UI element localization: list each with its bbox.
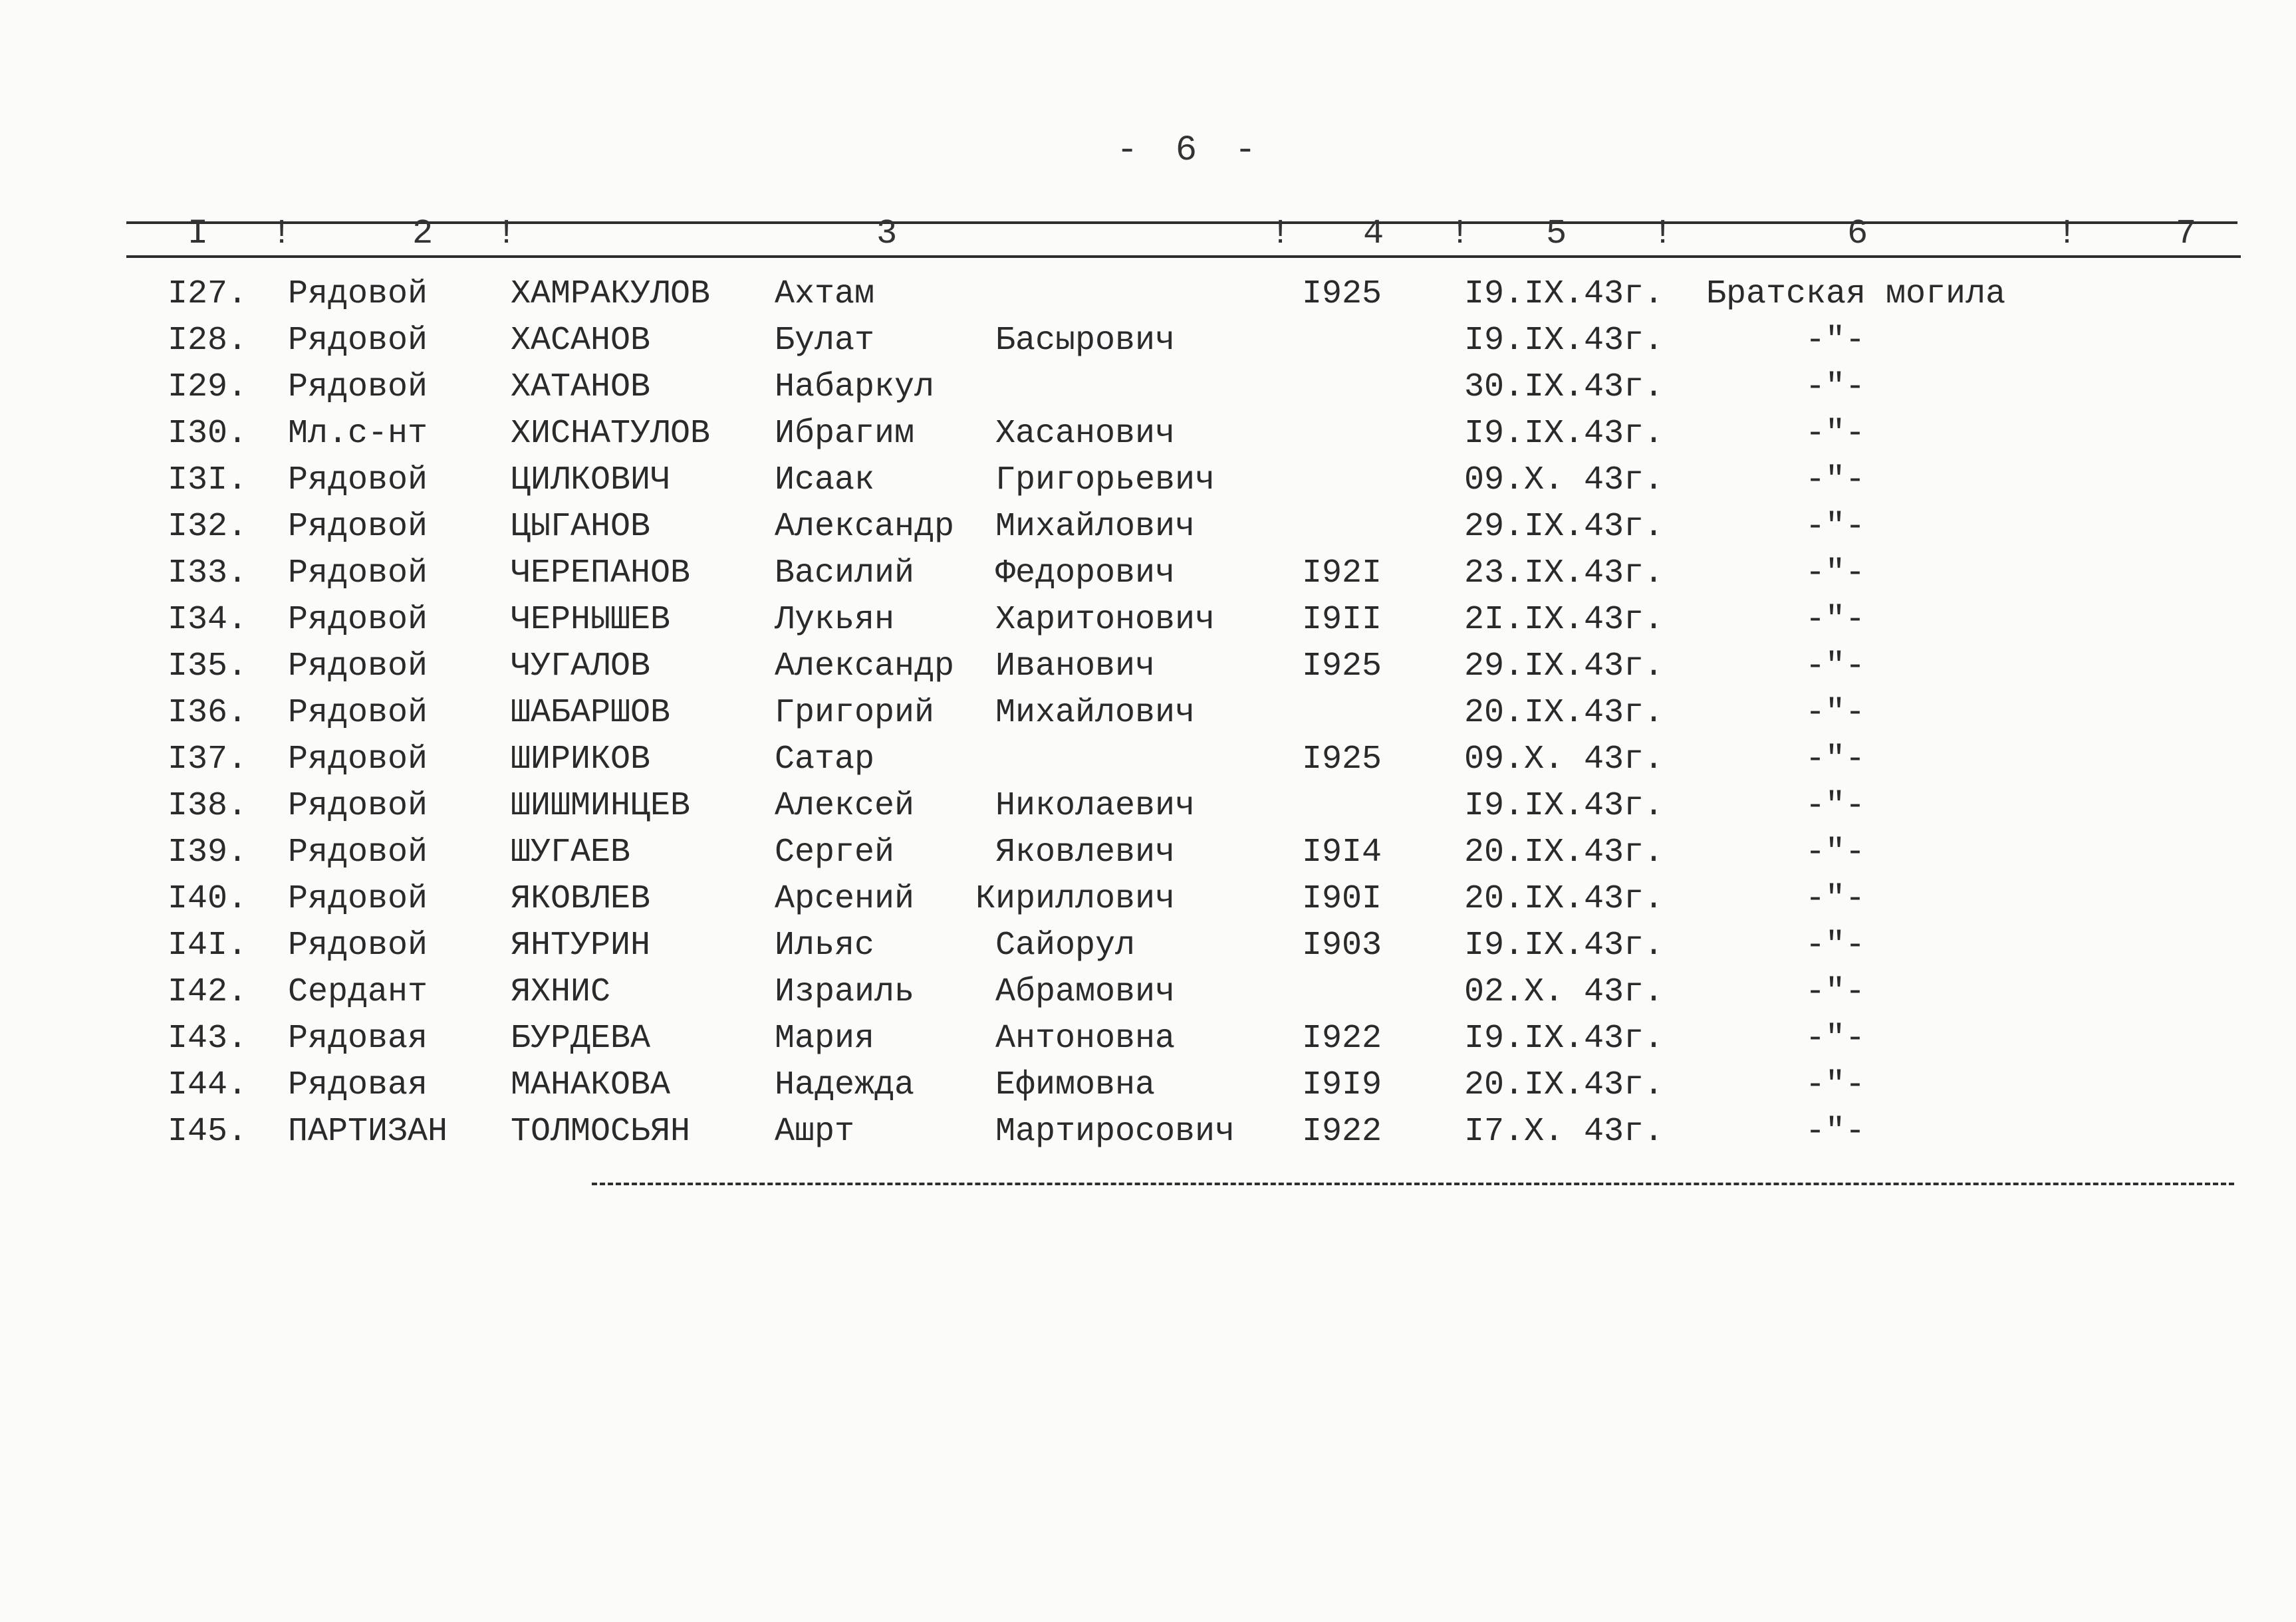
table-row	[0, 973, 2296, 1020]
table-row	[0, 927, 2296, 973]
row-surname: ШАБАРШОВ	[511, 694, 671, 732]
row-number: I34.	[168, 601, 248, 639]
row-death-date: 2I.IX.43г.	[1464, 601, 1664, 639]
table-row	[0, 787, 2296, 834]
row-name: Надежда	[775, 1066, 915, 1104]
row-number: I36.	[168, 694, 248, 732]
row-name: Набаркул	[775, 368, 935, 406]
row-rank: ПАРТИЗАН	[288, 1113, 448, 1151]
table-row	[0, 1020, 2296, 1066]
row-number: I40.	[168, 880, 248, 918]
row-surname: ЯХНИС	[511, 973, 611, 1011]
row-patronymic: Сайорул	[995, 927, 1136, 965]
row-surname: ЯНТУРИН	[511, 927, 651, 965]
row-death-date: 29.IX.43г.	[1464, 508, 1664, 546]
row-name: Сатар	[775, 741, 875, 778]
row-patronymic: Михайлович	[995, 508, 1196, 546]
row-birth-year: I92I	[1302, 554, 1382, 592]
header-separator: !	[271, 214, 293, 253]
row-rank: Рядовой	[288, 508, 428, 546]
header-col-1: I	[188, 214, 209, 253]
row-rank: Рядовой	[288, 368, 428, 406]
row-surname: ХАМРАКУЛОВ	[511, 275, 711, 313]
row-surname: ЦИЛКОВИЧ	[511, 461, 671, 499]
row-name: Мария	[775, 1020, 875, 1058]
row-burial: -"-	[1805, 415, 1866, 453]
row-rank: Рядовой	[288, 601, 428, 639]
row-number: I32.	[168, 508, 248, 546]
row-burial: -"-	[1805, 461, 1866, 499]
row-name: Израиль	[775, 973, 915, 1011]
row-name: Василий	[775, 554, 915, 592]
table-row	[0, 601, 2296, 647]
table-end-rule	[592, 1183, 2234, 1185]
table-header	[0, 214, 2296, 254]
row-death-date: 09.X. 43г.	[1464, 461, 1664, 499]
table-row	[0, 461, 2296, 508]
row-patronymic: Мартиросович	[995, 1113, 1235, 1151]
row-death-date: I9.IX.43г.	[1464, 787, 1664, 825]
row-surname: ЧУГАЛОВ	[511, 647, 651, 685]
row-surname: ШИШМИНЦЕВ	[511, 787, 691, 825]
row-birth-year: I925	[1302, 741, 1382, 778]
row-number: I43.	[168, 1020, 248, 1058]
row-name: Ахтам	[775, 275, 875, 313]
header-separator: !	[1652, 214, 1674, 253]
row-name: Лукьян	[775, 601, 895, 639]
row-rank: Рядовой	[288, 741, 428, 778]
row-birth-year: I922	[1302, 1113, 1382, 1151]
row-patronymic: Антоновна	[995, 1020, 1176, 1058]
row-rank: Рядовой	[288, 322, 428, 360]
row-burial: -"-	[1805, 880, 1866, 918]
row-birth-year: I903	[1302, 927, 1382, 965]
header-col-4: 4	[1363, 214, 1384, 253]
row-patronymic: Иванович	[995, 647, 1156, 685]
header-col-6: 6	[1847, 214, 1868, 253]
table-row	[0, 415, 2296, 461]
row-surname: ЧЕРНЫШЕВ	[511, 601, 671, 639]
row-patronymic: Харитонович	[995, 601, 1215, 639]
row-burial: -"-	[1805, 508, 1866, 546]
header-col-2: 2	[412, 214, 434, 253]
row-burial: -"-	[1805, 368, 1866, 406]
row-patronymic: Николаевич	[995, 787, 1196, 825]
row-name: Сергей	[775, 834, 895, 871]
row-number: I45.	[168, 1113, 248, 1151]
row-rank: Рядовой	[288, 880, 428, 918]
row-rank: Рядовой	[288, 927, 428, 965]
row-birth-year: I925	[1302, 275, 1382, 313]
row-name: Арсений	[775, 880, 915, 918]
row-death-date: 29.IX.43г.	[1464, 647, 1664, 685]
row-death-date: 20.IX.43г.	[1464, 1066, 1664, 1104]
row-patronymic: Абрамович	[995, 973, 1176, 1011]
row-rank: Сердант	[288, 973, 428, 1011]
row-burial: -"-	[1805, 927, 1866, 965]
row-burial: -"-	[1805, 554, 1866, 592]
row-burial: -"-	[1805, 601, 1866, 639]
table-row	[0, 694, 2296, 741]
row-patronymic: Басырович	[995, 322, 1176, 360]
row-name: Григорий	[775, 694, 935, 732]
row-number: I44.	[168, 1066, 248, 1104]
page-number: - 6 -	[1116, 130, 1265, 171]
row-surname: ХАСАНОВ	[511, 322, 651, 360]
row-burial: -"-	[1805, 1113, 1866, 1151]
row-rank: Рядовой	[288, 461, 428, 499]
table-row	[0, 647, 2296, 694]
row-number: I27.	[168, 275, 248, 313]
header-separator: !	[496, 214, 517, 253]
row-number: I28.	[168, 322, 248, 360]
row-surname: ЯКОВЛЕВ	[511, 880, 651, 918]
row-burial: Братская могила	[1706, 275, 2006, 313]
row-rank: Рядовой	[288, 834, 428, 871]
row-rank: Рядовая	[288, 1066, 428, 1104]
row-birth-year: I9II	[1302, 601, 1382, 639]
table-header-bottom-rule	[126, 255, 2241, 258]
table-row	[0, 322, 2296, 368]
row-number: I4I.	[168, 927, 248, 965]
header-separator: !	[1270, 214, 1291, 253]
row-patronymic: Ефимовна	[995, 1066, 1156, 1104]
row-death-date: 20.IX.43г.	[1464, 694, 1664, 732]
row-name: Ашрт	[775, 1113, 855, 1151]
row-rank: Рядовой	[288, 275, 428, 313]
row-rank: Рядовой	[288, 554, 428, 592]
row-rank: Рядовой	[288, 787, 428, 825]
row-burial: -"-	[1805, 694, 1866, 732]
row-number: I39.	[168, 834, 248, 871]
row-rank: Мл.с-нт	[288, 415, 428, 453]
row-death-date: 20.IX.43г.	[1464, 880, 1664, 918]
row-burial: -"-	[1805, 834, 1866, 871]
row-number: I42.	[168, 973, 248, 1011]
row-burial: -"-	[1805, 741, 1866, 778]
row-surname: БУРДЕВА	[511, 1020, 651, 1058]
row-number: I38.	[168, 787, 248, 825]
header-col-5: 5	[1546, 214, 1567, 253]
row-burial: -"-	[1805, 973, 1866, 1011]
row-number: I33.	[168, 554, 248, 592]
row-death-date: I9.IX.43г.	[1464, 275, 1664, 313]
row-death-date: 20.IX.43г.	[1464, 834, 1664, 871]
row-name: Ибрагим	[775, 415, 915, 453]
row-surname: ЧЕРЕПАНОВ	[511, 554, 691, 592]
row-death-date: 30.IX.43г.	[1464, 368, 1664, 406]
row-burial: -"-	[1805, 1020, 1866, 1058]
table-row	[0, 880, 2296, 927]
table-row	[0, 1066, 2296, 1113]
row-surname: ХАТАНОВ	[511, 368, 651, 406]
row-patronymic: Федорович	[995, 554, 1176, 592]
row-rank: Рядовая	[288, 1020, 428, 1058]
header-col-7: 7	[2176, 214, 2197, 253]
row-number: I3I.	[168, 461, 248, 499]
row-burial: -"-	[1805, 787, 1866, 825]
table-row	[0, 368, 2296, 415]
table-row	[0, 834, 2296, 880]
row-name: Алексей	[775, 787, 915, 825]
row-patronymic: Григорьевич	[995, 461, 1215, 499]
row-number: I29.	[168, 368, 248, 406]
table-row	[0, 508, 2296, 554]
row-burial: -"-	[1805, 647, 1866, 685]
row-patronymic: Яковлевич	[995, 834, 1176, 871]
table-row	[0, 1113, 2296, 1159]
row-surname: ТОЛМОСЬЯН	[511, 1113, 691, 1151]
row-death-date: 23.IX.43г.	[1464, 554, 1664, 592]
row-birth-year: I90I	[1302, 880, 1382, 918]
row-patronymic: Михайлович	[995, 694, 1196, 732]
row-number: I30.	[168, 415, 248, 453]
table-row	[0, 741, 2296, 787]
row-number: I37.	[168, 741, 248, 778]
row-birth-year: I925	[1302, 647, 1382, 685]
row-rank: Рядовой	[288, 694, 428, 732]
header-separator: !	[2057, 214, 2078, 253]
row-number: I35.	[168, 647, 248, 685]
row-surname: ШУГАЕВ	[511, 834, 631, 871]
row-death-date: I9.IX.43г.	[1464, 927, 1664, 965]
row-name: Исаак	[775, 461, 875, 499]
row-surname: ЦЫГАНОВ	[511, 508, 651, 546]
row-birth-year: I922	[1302, 1020, 1382, 1058]
row-patronymic: Хасанович	[995, 415, 1176, 453]
table-row	[0, 275, 2296, 322]
header-separator: !	[1450, 214, 1471, 253]
row-patronymic: Кириллович	[975, 880, 1176, 918]
row-rank: Рядовой	[288, 647, 428, 685]
table-row	[0, 554, 2296, 601]
row-death-date: 02.X. 43г.	[1464, 973, 1664, 1011]
row-name: Александр	[775, 647, 955, 685]
row-death-date: I9.IX.43г.	[1464, 415, 1664, 453]
header-col-3: 3	[876, 214, 898, 253]
row-birth-year: I9I4	[1302, 834, 1382, 871]
row-death-date: 09.X. 43г.	[1464, 741, 1664, 778]
row-birth-year: I9I9	[1302, 1066, 1382, 1104]
row-burial: -"-	[1805, 1066, 1866, 1104]
row-death-date: I9.IX.43г.	[1464, 1020, 1664, 1058]
row-death-date: I7.X. 43г.	[1464, 1113, 1664, 1151]
row-name: Булат	[775, 322, 875, 360]
row-death-date: I9.IX.43г.	[1464, 322, 1664, 360]
row-surname: ШИРИКОВ	[511, 741, 651, 778]
row-name: Ильяс	[775, 927, 875, 965]
row-name: Александр	[775, 508, 955, 546]
row-surname: МАНАКОВА	[511, 1066, 671, 1104]
row-surname: ХИСНАТУЛОВ	[511, 415, 711, 453]
row-burial: -"-	[1805, 322, 1866, 360]
